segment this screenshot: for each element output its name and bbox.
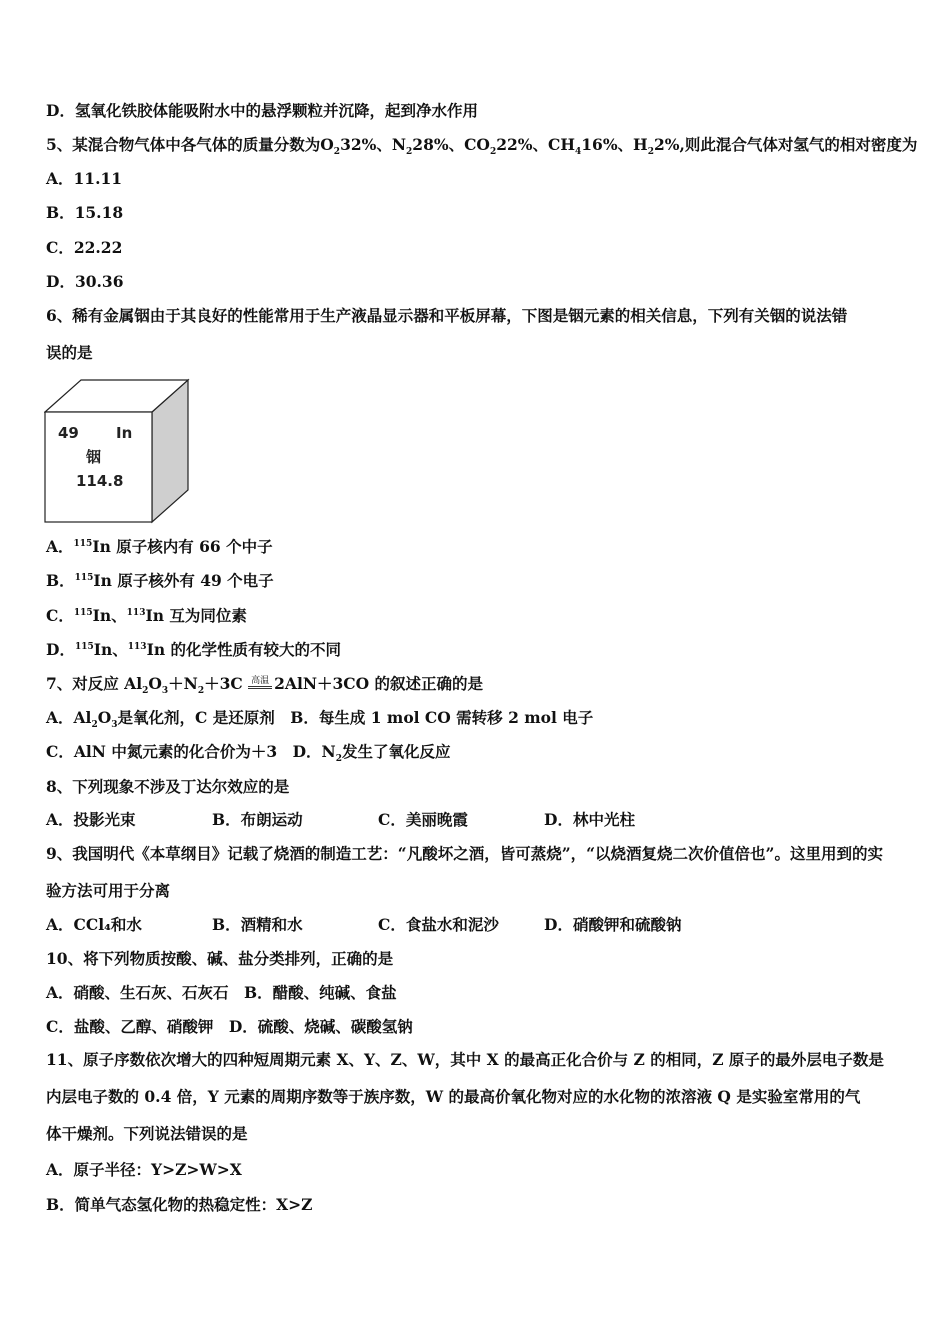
text-segment: A．11.11 bbox=[46, 169, 123, 188]
text-line bbox=[46, 810, 710, 830]
text-segment: 2 bbox=[335, 754, 342, 765]
text-line bbox=[46, 1160, 242, 1180]
text-segment: 115 bbox=[73, 538, 93, 549]
text-segment: D．氢氧化铁胶体能吸附水中的悬浮颗粒并沉降，起到净水作用 bbox=[46, 101, 478, 120]
text-segment: In、 bbox=[92, 606, 127, 625]
text-segment: 是氧化剂，C 是还原剂 B．每生成 1 mol CO 需转移 2 mol 电子 bbox=[117, 708, 594, 727]
text-segment: B．15.18 bbox=[46, 203, 124, 222]
text-segment: 体干燥剂。下列说法错误的是 bbox=[46, 1124, 248, 1143]
text-segment: 9、我国明代《本草纲目》记载了烧酒的制造工艺：“凡酸坏之酒，皆可蒸烧”，“以烧酒复烧二次价值倍也”。这里用到的实 bbox=[46, 844, 883, 863]
answer-option: B．布朗运动 bbox=[212, 810, 303, 829]
text-segment: D． bbox=[46, 640, 75, 659]
text-segment: B． bbox=[46, 571, 75, 590]
text-segment: 5、某混合物气体中各气体的质量分数为O bbox=[46, 135, 334, 154]
element-symbol: In bbox=[116, 424, 133, 442]
text-line bbox=[46, 101, 478, 121]
text-segment: 10、将下列物质按酸、碱、盐分类排列，正确的是 bbox=[46, 949, 394, 968]
text-segment: O bbox=[97, 708, 112, 727]
text-segment: In、 bbox=[93, 640, 128, 659]
answer-option: B．酒精和水 bbox=[212, 915, 303, 934]
atomic-number: 49 bbox=[58, 424, 79, 442]
text-line bbox=[46, 1050, 884, 1070]
text-segment: C．盐酸、乙醇、硝酸钾 D．硫酸、烧碱、碳酸氢钠 bbox=[46, 1017, 413, 1036]
text-line bbox=[46, 777, 289, 797]
text-line bbox=[46, 169, 122, 189]
text-line bbox=[46, 343, 93, 363]
text-segment: O bbox=[148, 674, 162, 693]
answer-option: D．林中光柱 bbox=[544, 810, 635, 829]
text-segment: 2 bbox=[489, 147, 497, 158]
text-segment: 2 bbox=[142, 686, 149, 697]
text-segment: 113 bbox=[126, 607, 146, 618]
text-segment: 115 bbox=[74, 641, 94, 652]
atomic-mass: 114.8 bbox=[76, 472, 124, 490]
text-segment: 发生了氧化反应 bbox=[341, 742, 451, 761]
text-line bbox=[46, 606, 247, 626]
text-line bbox=[46, 1195, 312, 1215]
text-segment: 32%、N bbox=[340, 135, 407, 154]
text-segment: 2 bbox=[197, 686, 205, 697]
text-segment: In 原子核外有 49 个电子 bbox=[93, 571, 274, 590]
text-segment: A． bbox=[46, 537, 74, 556]
text-segment: 7、对反应 Al bbox=[46, 674, 143, 693]
text-segment: 22%、CH bbox=[496, 135, 575, 154]
text-line bbox=[46, 915, 710, 935]
answer-option: A．CCl₄和水 bbox=[46, 915, 142, 934]
text-line bbox=[46, 844, 883, 864]
text-segment: 115 bbox=[74, 572, 94, 583]
text-segment: 2%,则此混合气体对氢气的相对密度为 bbox=[653, 135, 918, 154]
text-segment: In 的化学性质有较大的不同 bbox=[146, 640, 341, 659]
text-segment: C．AlN 中氮元素的化合价为＋3 D．N bbox=[46, 742, 336, 761]
text-line bbox=[46, 1017, 413, 1037]
answer-option: A．投影光束 bbox=[46, 810, 136, 829]
text-segment: B．简单气态氢化物的热稳定性：X>Z bbox=[46, 1195, 313, 1214]
text-segment: 3 bbox=[111, 720, 118, 731]
indium-element-card bbox=[44, 378, 194, 526]
text-line bbox=[46, 1124, 248, 1144]
text-line bbox=[46, 135, 918, 158]
text-segment: 2 bbox=[647, 147, 654, 158]
text-segment: A．硝酸、生石灰、石灰石 B．醋酸、纯碱、食盐 bbox=[46, 983, 397, 1002]
answer-option: C．食盐水和泥沙 bbox=[378, 915, 499, 934]
text-line bbox=[46, 949, 393, 969]
text-segment: ＋3C bbox=[204, 674, 249, 693]
text-segment: 2AlN＋3CO 的叙述正确的是 bbox=[274, 674, 484, 693]
text-segment: 115 bbox=[73, 607, 93, 618]
text-line bbox=[46, 238, 122, 258]
text-line bbox=[46, 203, 123, 223]
text-line bbox=[46, 272, 123, 292]
text-segment: ＋N bbox=[168, 674, 198, 693]
text-line bbox=[46, 983, 397, 1003]
text-line bbox=[46, 708, 594, 731]
text-segment: 内层电子数的 0.4 倍，Y 元素的周期序数等于族序数，W 的最高价氧化物对应的水化物的浓溶液 Q 是实验室常用的气 bbox=[46, 1087, 861, 1106]
text-line bbox=[46, 1087, 860, 1107]
text-segment: A．Al bbox=[46, 708, 92, 727]
text-line bbox=[46, 742, 451, 765]
text-line bbox=[46, 306, 847, 326]
text-line bbox=[46, 640, 341, 660]
text-segment: 8、下列现象不涉及丁达尔效应的是 bbox=[46, 777, 290, 796]
text-segment: 3 bbox=[161, 686, 169, 697]
text-segment: A．原子半径：Y>Z>W>X bbox=[46, 1160, 242, 1179]
text-line bbox=[46, 537, 273, 557]
answer-option: C．美丽晚霞 bbox=[378, 810, 468, 829]
text-line bbox=[46, 674, 484, 697]
element-name: 铟 bbox=[86, 448, 102, 466]
text-segment: 2 bbox=[333, 147, 341, 158]
text-line bbox=[46, 881, 170, 901]
text-segment: In 互为同位素 bbox=[145, 606, 247, 625]
text-line bbox=[46, 571, 274, 591]
text-segment: 2 bbox=[91, 720, 98, 731]
text-segment: C． bbox=[46, 606, 74, 625]
text-segment: 113 bbox=[127, 641, 147, 652]
text-segment: C．22.22 bbox=[46, 238, 123, 257]
text-segment: 6、稀有金属铟由于其良好的性能常用于生产液晶显示器和平板屏幕，下图是铟元素的相关信息，下列有关铟的说法错 bbox=[46, 306, 848, 325]
reaction-condition: 高温 bbox=[248, 676, 272, 689]
answer-option: D．硝酸钾和硫酸钠 bbox=[544, 915, 682, 934]
text-segment: 4 bbox=[574, 147, 582, 158]
text-segment: 28%、CO bbox=[412, 135, 490, 154]
text-segment: 16%、H bbox=[581, 135, 648, 154]
text-segment: 11、原子序数依次增大的四种短周期元素 X、Y、Z、W，其中 X 的最高正化合价与 Z 的相同，Z 原子的最外层电子数是 bbox=[46, 1050, 884, 1069]
text-segment: 误的是 bbox=[46, 343, 93, 362]
text-segment: In 原子核内有 66 个中子 bbox=[92, 537, 273, 556]
text-segment: 2 bbox=[406, 147, 413, 158]
text-segment: 验方法可用于分离 bbox=[46, 881, 171, 900]
text-segment: D．30.36 bbox=[46, 272, 124, 291]
